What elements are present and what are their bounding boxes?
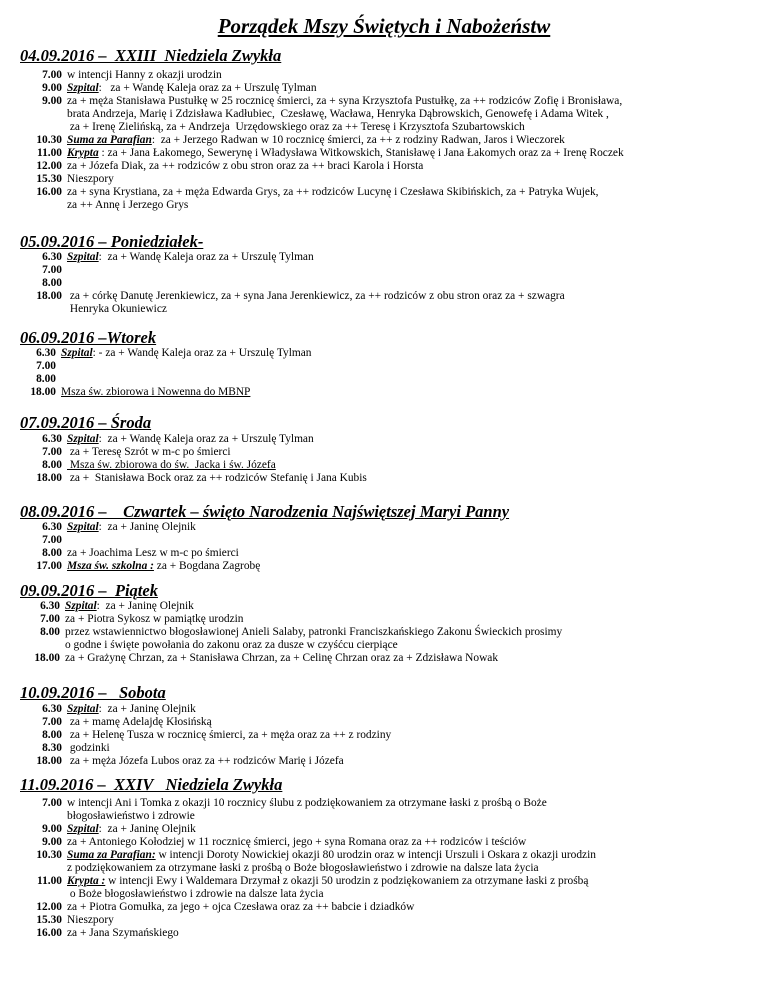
mass-time: 7.00	[42, 264, 62, 276]
day-heading: 07.09.2016 – Środa	[20, 413, 152, 432]
intention-line: za + Piotra Gomułka, za jego + ojca Czesława oraz za ++ babcie i dziadków	[67, 901, 415, 913]
intention-line: Henryka Okuniewicz	[67, 303, 167, 315]
mass-entry	[20, 277, 758, 290]
intention-line: błogosławieństwo i zdrowie	[67, 810, 195, 822]
intention-line: za + Antoniego Kołodziej w 11 rocznicę śmierci, jego + syna Romana oraz za ++ rodziców i teściów	[67, 836, 527, 848]
mass-label: Szpital	[67, 433, 99, 445]
mass-list	[20, 347, 758, 399]
intention-line: za + Bogdana Zagrobę	[153, 560, 261, 572]
mass-time: 7.00	[42, 446, 62, 458]
day-heading: 04.09.2016 – XXIII Niedziela Zwykła	[20, 46, 282, 65]
mass-entry	[20, 901, 758, 914]
mass-time: 7.00	[42, 534, 62, 546]
intention-line: z podziękowaniem za otrzymane łaski z prośbą o Boże błogosławieństwo i zdrowie na dalsze lata życia	[67, 862, 539, 874]
intention-line: o Boże błogosławieństwo i zdrowie na dalsze lata życia	[67, 888, 324, 900]
mass-time: 7.00	[36, 360, 56, 372]
mass-entry	[20, 347, 758, 360]
mass-entry	[20, 251, 758, 264]
mass-time: 8.00	[36, 373, 56, 385]
day-heading: 08.09.2016 – Czwartek – święto Narodzenia Najświętszej Maryi Panny	[20, 502, 510, 521]
mass-label: Szpital	[65, 600, 97, 612]
mass-entry	[20, 600, 758, 613]
mass-time: 18.00	[34, 652, 60, 664]
mass-intention	[60, 613, 758, 626]
mass-time: 6.30	[42, 433, 62, 445]
mass-label: Szpital	[67, 251, 99, 263]
mass-entry	[20, 373, 758, 386]
mass-intention	[60, 600, 758, 613]
intention-line: za + Helenę Tusza w rocznicę śmierci, za + męża oraz za ++ z rodziny	[67, 729, 392, 741]
intention-line: : za + Jana Łakomego, Sewerynę i Władysława Witkowskich, Stanisławę i Jana Łakomych oraz za + Irenę Roczek	[98, 147, 624, 159]
mass-label-sep: :	[92, 347, 96, 359]
mass-entry	[20, 147, 758, 160]
mass-label: Msza św. szkolna :	[67, 560, 154, 572]
mass-time: 8.00	[42, 459, 62, 471]
mass-entry	[20, 703, 758, 716]
page-title: Porządek Mszy Świętych i Nabożeństw	[217, 14, 551, 38]
mass-intention	[62, 446, 758, 459]
mass-time: 17.00	[36, 560, 62, 572]
mass-entry	[20, 547, 758, 560]
mass-entry	[20, 264, 758, 277]
mass-intention	[62, 186, 758, 212]
mass-label-sep: :	[151, 134, 155, 146]
mass-label: Krypta	[67, 147, 99, 159]
mass-intention	[56, 373, 758, 386]
mass-label: Szpital	[67, 82, 99, 94]
intention-line: w intencji Ani i Tomka z okazji 10 rocznicy ślubu z podziękowaniem za otrzymane łaski z prośbą o Boże	[67, 797, 547, 809]
mass-entry	[20, 823, 758, 836]
mass-label: Szpital	[67, 823, 99, 835]
mass-intention	[62, 534, 758, 547]
mass-time: 18.00	[36, 472, 62, 484]
intention-line: za + Joachima Lesz w m-c po śmierci	[67, 547, 239, 559]
mass-entry	[20, 521, 758, 534]
intention-line: za + Wandę Kaleja oraz za + Urszulę Tylman	[101, 82, 317, 94]
mass-time: 11.00	[37, 875, 62, 887]
mass-intention	[60, 652, 758, 665]
mass-time: 8.00	[42, 547, 62, 559]
mass-intention	[62, 823, 758, 836]
mass-entry	[20, 797, 758, 823]
mass-time: 10.30	[36, 134, 62, 146]
mass-entry	[20, 160, 758, 173]
intention-line: Msza św. zbiorowa do św. Jacka i św. Józefa	[67, 459, 276, 471]
mass-intention	[62, 849, 758, 875]
mass-time: 12.00	[36, 160, 62, 172]
mass-entry	[20, 716, 758, 729]
mass-time: 10.30	[36, 849, 62, 861]
mass-list	[20, 797, 758, 940]
mass-intention	[62, 716, 758, 729]
mass-entry	[20, 173, 758, 186]
mass-list	[20, 521, 758, 573]
mass-label-sep: :	[98, 823, 102, 835]
intention-line: za + Janinę Olejnik	[101, 823, 196, 835]
mass-intention	[62, 521, 758, 534]
mass-intention	[56, 386, 758, 399]
mass-time: 8.30	[42, 742, 62, 754]
mass-entry	[20, 836, 758, 849]
mass-intention	[62, 729, 758, 742]
mass-intention	[62, 742, 758, 755]
mass-time: 8.00	[42, 729, 62, 741]
mass-entry	[20, 472, 758, 485]
intention-line: za + Jerzego Radwan w 10 rocznicę śmierci, za ++ z rodziny Radwan, Jaros i Wieczorek	[155, 134, 565, 146]
mass-entry	[20, 927, 758, 940]
intention-line: o godne i święte powołania do zakonu oraz za dusze w czyśćcu cierpiące	[65, 639, 398, 651]
mass-entry	[20, 459, 758, 472]
mass-label: Szpital	[61, 347, 93, 359]
mass-intention	[62, 134, 758, 147]
mass-intention	[62, 797, 758, 823]
mass-time: 6.30	[42, 251, 62, 263]
mass-label-sep: :	[98, 251, 102, 263]
mass-intention	[56, 347, 758, 360]
mass-intention	[62, 251, 758, 264]
mass-label-sep: :	[98, 433, 102, 445]
intention-line: Msza św. zbiorowa i Nowenna do MBNP	[61, 386, 251, 398]
intention-line: za + Janinę Olejnik	[99, 600, 194, 612]
intention-line: godzinki	[67, 742, 110, 754]
day-heading: 09.09.2016 – Piątek	[20, 581, 158, 600]
mass-label: Krypta :	[67, 875, 106, 887]
mass-entry	[20, 446, 758, 459]
mass-label: Suma za Parafian:	[67, 849, 156, 861]
mass-list	[20, 703, 758, 768]
intention-line: za + Józefa Diak, za ++ rodziców z obu stron oraz za ++ braci Karola i Horsta	[67, 160, 424, 172]
intention-line: za + Wandę Kaleja oraz za + Urszulę Tylman	[101, 251, 314, 263]
intention-line: za + córkę Danutę Jerenkiewicz, za + syna Jana Jerenkiewicz, za ++ rodziców z obu stron oraz za + szwagra	[67, 290, 565, 302]
mass-entry	[20, 134, 758, 147]
intention-line: w intencji Hanny z okazji urodzin	[67, 69, 222, 81]
mass-intention	[62, 547, 758, 560]
mass-time: 16.00	[36, 186, 62, 198]
mass-list	[20, 251, 758, 316]
intention-line: za + męża Stanisława Pustułkę w 25 rocznicę śmierci, za + syna Krzysztofa Pustułkę, za ++ rodziców Zofię i Bronisława,	[67, 95, 623, 107]
intention-line: przez wstawiennictwo błogosławionej Anieli Salaby, patronki Franciszkańskiego Zakonu Świeckich prosimy	[65, 626, 563, 638]
mass-time: 6.30	[42, 703, 62, 715]
intention-line: za + Jana Szymańskiego	[67, 927, 179, 939]
mass-entry	[20, 875, 758, 901]
mass-time: 12.00	[36, 901, 62, 913]
mass-intention	[56, 360, 758, 373]
mass-intention	[62, 173, 758, 186]
mass-time: 16.00	[36, 927, 62, 939]
mass-intention	[62, 901, 758, 914]
mass-intention	[62, 160, 758, 173]
intention-line: za + męża Józefa Lubos oraz za ++ rodziców Marię i Józefa	[67, 755, 344, 767]
mass-entry	[20, 82, 758, 95]
intention-line: w intencji Doroty Nowickiej okazji 80 urodzin oraz w intencji Urszuli i Oskara z okazji urodzin	[155, 849, 596, 861]
mass-intention	[62, 290, 758, 316]
mass-entry	[20, 360, 758, 373]
mass-time: 11.00	[37, 147, 62, 159]
mass-time: 18.00	[30, 386, 56, 398]
mass-intention	[62, 264, 758, 277]
mass-entry	[20, 652, 758, 665]
mass-label-sep: :	[96, 600, 100, 612]
mass-intention	[60, 626, 758, 652]
mass-label-sep: :	[98, 703, 102, 715]
mass-intention	[62, 472, 758, 485]
mass-intention	[62, 914, 758, 927]
mass-entry	[20, 613, 758, 626]
intention-line: za + Janinę Olejnik	[101, 703, 196, 715]
mass-time: 8.00	[40, 626, 60, 638]
day-heading: 10.09.2016 – Sobota	[20, 683, 166, 702]
mass-time: 7.00	[42, 69, 62, 81]
intention-line: za + Wandę Kaleja oraz za + Urszulę Tylman	[101, 433, 314, 445]
mass-time: 9.00	[42, 823, 62, 835]
mass-time: 9.00	[42, 82, 62, 94]
mass-label: Szpital	[67, 703, 99, 715]
mass-entry	[20, 433, 758, 446]
mass-label-sep: :	[98, 82, 102, 94]
intention-line: za + Piotra Sykosz w pamiątkę urodzin	[65, 613, 244, 625]
mass-entry	[20, 742, 758, 755]
mass-intention	[62, 147, 758, 160]
mass-intention	[62, 703, 758, 716]
day-heading: 11.09.2016 – XXIV Niedziela Zwykła	[20, 775, 283, 794]
intention-line: Nieszpory	[67, 173, 114, 185]
mass-time: 6.30	[42, 521, 62, 533]
mass-entry	[20, 95, 758, 134]
mass-time: 6.30	[36, 347, 56, 359]
mass-entry	[20, 290, 758, 316]
mass-intention	[62, 82, 758, 95]
intention-line: za + syna Krystiana, za + męża Edwarda Grys, za ++ rodziców Lucynę i Czesława Skibińskich, za + Patryka Wujek,	[67, 186, 599, 198]
mass-time: 8.00	[42, 277, 62, 289]
day-heading: 06.09.2016 –Wtorek	[20, 328, 157, 347]
mass-entry	[20, 560, 758, 573]
intention-line: za ++ Annę i Jerzego Grys	[67, 199, 189, 211]
mass-intention	[62, 459, 758, 472]
mass-entry	[20, 729, 758, 742]
mass-time: 7.00	[40, 613, 60, 625]
mass-entry	[20, 626, 758, 652]
intention-line: brata Andrzeja, Marię i Zdzisława Kadłubiec, Czesławę, Wacława, Henryka Dąbrowskich, Genowefę i Adama Witek ,	[67, 108, 609, 120]
mass-label: Suma za Parafian	[67, 134, 152, 146]
mass-intention	[62, 755, 758, 768]
intention-line: za + Teresę Szrót w m-c po śmierci	[67, 446, 231, 458]
mass-intention	[62, 277, 758, 290]
mass-list	[20, 69, 758, 212]
intention-line: za + Grażynę Chrzan, za + Stanisława Chrzan, za + Celinę Chrzan oraz za + Zdzisława Nowak	[65, 652, 499, 664]
mass-intention	[62, 433, 758, 446]
mass-label: Szpital	[67, 521, 99, 533]
mass-intention	[62, 875, 758, 901]
mass-intention	[62, 560, 758, 573]
intention-line: Nieszpory	[67, 914, 114, 926]
mass-label-sep: :	[98, 521, 102, 533]
mass-time: 15.30	[36, 173, 62, 185]
mass-entry	[20, 534, 758, 547]
day-heading: 05.09.2016 – Poniedziałek-	[20, 232, 204, 251]
mass-time: 15.30	[36, 914, 62, 926]
mass-time: 9.00	[42, 836, 62, 848]
intention-line: za + Irenę Zielińską, za + Andrzeja Urzędowskiego oraz za ++ Teresę i Krzysztofa Szubartowskich	[67, 121, 525, 133]
mass-list	[20, 433, 758, 485]
intention-line: w intencji Ewy i Waldemara Drzymał z okazji 50 urodzin z podziękowaniem za otrzymane łaski z prośbą	[105, 875, 589, 887]
mass-time: 18.00	[36, 755, 62, 767]
mass-entry	[20, 186, 758, 212]
mass-intention	[62, 927, 758, 940]
mass-time: 7.00	[42, 797, 62, 809]
mass-time: 6.30	[40, 600, 60, 612]
intention-line: za + mamę Adelajdę Kłosińską	[67, 716, 212, 728]
mass-time: 18.00	[36, 290, 62, 302]
intention-line: - za + Wandę Kaleja oraz za + Urszulę Tylman	[95, 347, 312, 359]
mass-time: 7.00	[42, 716, 62, 728]
mass-entry	[20, 849, 758, 875]
mass-intention	[62, 69, 758, 82]
mass-entry	[20, 69, 758, 82]
mass-list	[20, 600, 758, 665]
intention-line: za + Stanisława Bock oraz za ++ rodziców Stefanię i Jana Kubis	[67, 472, 367, 484]
mass-time: 9.00	[42, 95, 62, 107]
mass-entry	[20, 755, 758, 768]
mass-intention	[62, 95, 758, 134]
intention-line: za + Janinę Olejnik	[101, 521, 196, 533]
mass-entry	[20, 914, 758, 927]
mass-intention	[62, 836, 758, 849]
mass-entry	[20, 386, 758, 399]
